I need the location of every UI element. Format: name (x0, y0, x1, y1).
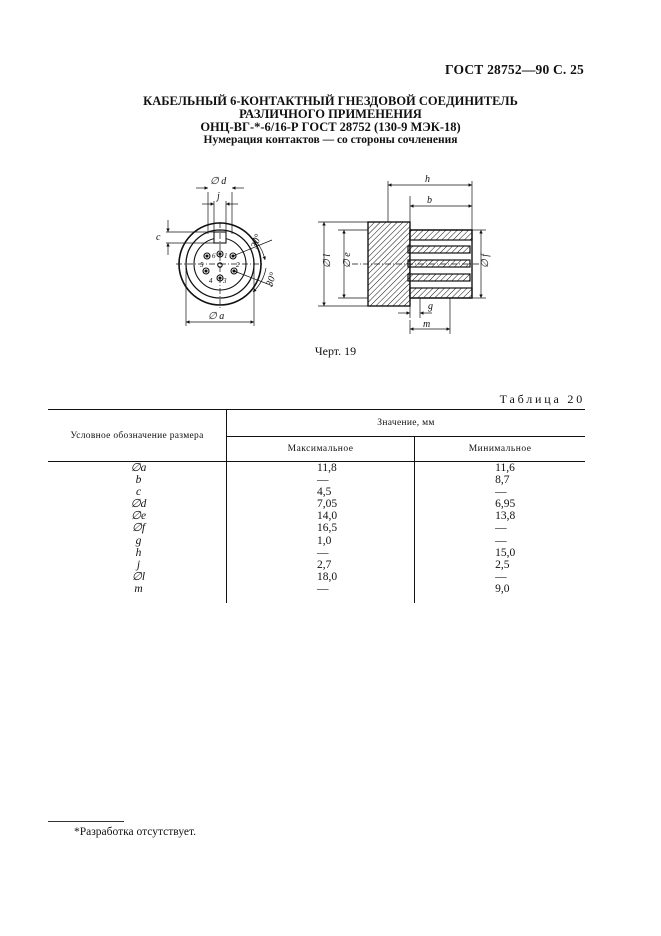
label-m: m (423, 319, 431, 330)
table-padding-cell (48, 595, 227, 603)
page-header: ГОСТ 28752—90 С. 25 (445, 62, 584, 77)
row-min-value: 6,95 (415, 498, 585, 510)
table-row (48, 486, 585, 498)
pin-label-1: 1 (224, 252, 228, 260)
row-symbol: b (135, 474, 142, 487)
row-max-value: 11,8 (227, 462, 415, 475)
table-row (48, 535, 585, 547)
row-max-value: 4,5 (227, 486, 415, 498)
column-header-group: Значение, мм (227, 410, 586, 437)
pin-label-2: 2 (236, 261, 240, 269)
row-min-value: — (415, 486, 585, 498)
row-symbol: j (136, 558, 141, 571)
row-max-value: — (227, 547, 415, 559)
footnote: *Разработка отсутствует. (74, 826, 197, 838)
pin-label-4: 4 (209, 277, 213, 285)
dimensions-table (48, 409, 585, 603)
table-row (48, 559, 585, 571)
table-row (48, 462, 585, 475)
label-angle-2: 30° (264, 271, 280, 289)
label-j: j (217, 191, 220, 202)
table-label: Таблица 20 (499, 392, 585, 406)
title-subline: Нумерация контактов — со стороны сочленения (203, 134, 458, 146)
row-symbol: m (134, 582, 143, 595)
label-l: ∅ l (322, 254, 333, 268)
row-min-value: — (415, 535, 585, 547)
row-max-value: 14,0 (227, 510, 415, 522)
label-e: ∅ e (342, 252, 353, 268)
row-max-value: 7,05 (227, 498, 415, 510)
row-symbol: ∅a (130, 462, 147, 474)
label-c: c (156, 232, 161, 243)
table-row (48, 583, 585, 595)
row-min-value: 11,6 (415, 462, 585, 475)
label-b: b (427, 195, 432, 206)
figure-caption: Черт. 19 (314, 344, 357, 358)
connector-drawing (140, 168, 500, 343)
table-padding-cell (227, 595, 415, 603)
table-row (48, 547, 585, 559)
pin-label-5: 5 (200, 261, 204, 269)
row-max-value: 18,0 (227, 571, 415, 583)
row-symbol: ∅d (130, 498, 147, 511)
footnote-divider (48, 821, 124, 822)
side-view (352, 222, 480, 306)
label-h: h (425, 174, 430, 185)
table-row (48, 510, 585, 522)
row-max-value: 2,7 (227, 559, 415, 571)
title-line-2: РАЗЛИЧНОГО ПРИМЕНЕНИЯ (239, 107, 422, 121)
row-min-value: 13,8 (415, 510, 585, 522)
table-padding-row (48, 595, 585, 603)
row-max-value: — (227, 474, 415, 486)
column-header-max: Максимальное (227, 437, 415, 462)
row-symbol: ∅l (131, 570, 146, 583)
label-f: ∅ f (480, 254, 491, 268)
column-header-symbol: Условное обозначение размера (48, 410, 227, 462)
pin-label-6: 6 (212, 252, 216, 260)
table-padding-cell (415, 595, 585, 603)
row-min-value: 2,5 (415, 559, 585, 571)
table-row (48, 474, 585, 486)
pin-label-3: 3 (223, 277, 227, 285)
label-d: ∅ d (210, 176, 227, 187)
title-line-3: ОНЦ-ВГ-*-6/16-Р ГОСТ 28752 (130-9 МЭК-18) (200, 120, 461, 134)
table-row (48, 498, 585, 510)
table-row (48, 571, 585, 583)
row-min-value: — (415, 571, 585, 583)
label-a: ∅ a (208, 311, 225, 322)
row-max-value: 16,5 (227, 522, 415, 534)
row-min-value: 8,7 (415, 474, 585, 486)
title-line-1: КАБЕЛЬНЫЙ 6-КОНТАКТНЫЙ ГНЕЗДОВОЙ СОЕДИНИТЕЛЬ (143, 94, 518, 108)
row-min-value: 9,0 (415, 583, 585, 595)
front-view (176, 222, 264, 309)
row-symbol: c (135, 486, 142, 499)
table-row (48, 522, 585, 534)
row-symbol: ∅e (130, 510, 147, 523)
row-max-value: 1,0 (227, 535, 415, 547)
row-min-value: — (415, 522, 585, 534)
row-symbol: h (135, 546, 142, 559)
row-max-value: — (227, 583, 415, 595)
column-header-min: Минимальное (415, 437, 585, 462)
row-min-value: 15,0 (415, 547, 585, 559)
label-angle-1: 30° (249, 232, 265, 250)
row-symbol: g (135, 534, 142, 547)
label-g: g (428, 301, 433, 312)
row-symbol: ∅f (131, 522, 146, 535)
